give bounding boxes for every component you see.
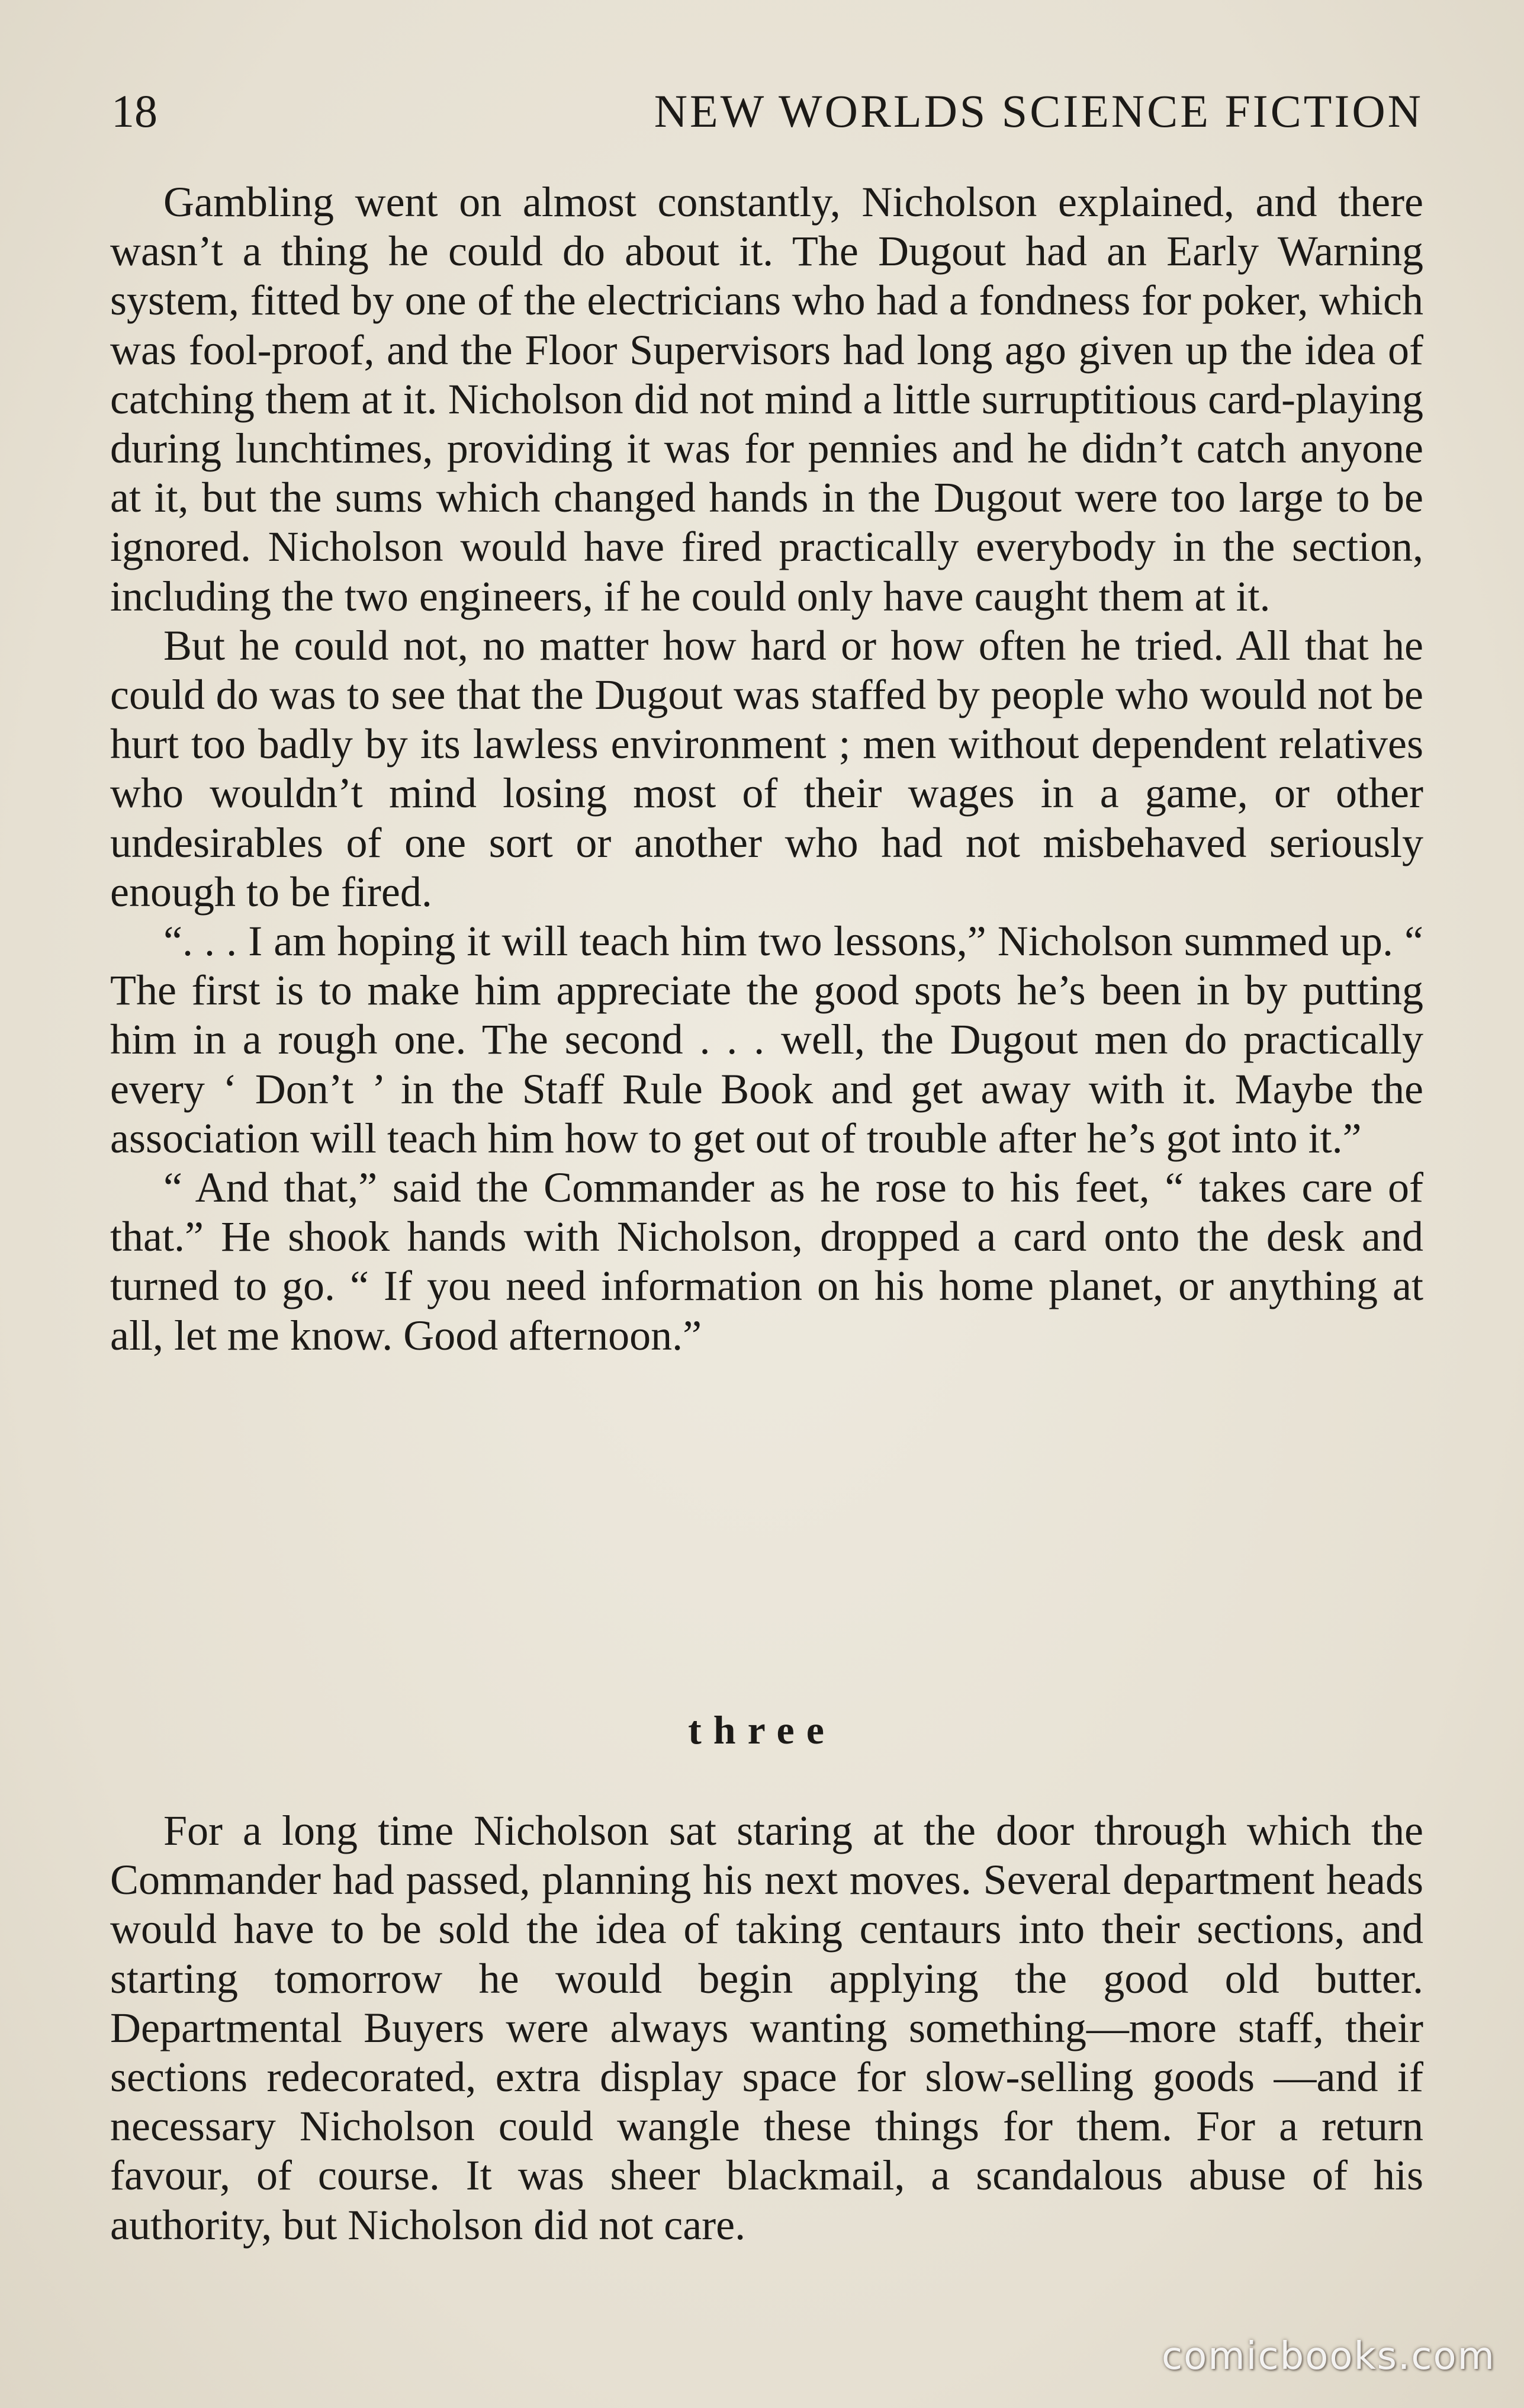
paragraph: For a long time Nicholson sat staring at the door through which the Commander had passed, planning his next moves. Several department heads would have to be sold the idea of taking centaurs into their sections, and starting tomorrow he would begin applying the good old butter. Departmental Buyers were always wanting something—more staff, their sections redecorated, extra display space for slow-selling goods —and if necessary Nicholson could wangle these things for them. For a return favour, of course. It was sheer blackmail, a scandalous abuse of his authority, but Nicholson did not care. [110, 1807, 1423, 2249]
paragraph: “ And that,” said the Commander as he rose to his feet, “ takes care of that.” He shook hands with Nicholson, dropped a card onto the desk and turned to go. “ If you need information on his home planet, or anything at all, let me know. Good afternoon.” [110, 1164, 1423, 1359]
paragraph: “. . . I am hoping it will teach him two lessons,” Nicholson summed up. “ The first is to make him appreciate the good spots he’s been in by putting him in a rough one. The second . . . well, the Dugout men do practically every ‘ Don’t ’ in the Staff Rule Book and get away with it. Maybe the association will teach him how to get out of trouble after he’s got into it.” [110, 917, 1423, 1162]
watermark: comicbooks.com [1161, 2335, 1496, 2378]
text-block-before-chapter [110, 178, 1423, 1360]
paragraph: But he could not, no matter how hard or how often he tried. All that he could do was to see that the Dugout was staffed by people who would not be hurt too badly by its lawless environment ; men without dependent relatives who wouldn’t mind losing most of their wages in a game, or other undesirables of one sort or another who had not misbehaved seriously enough to be fired. [110, 621, 1423, 916]
page-number: 18 [111, 85, 157, 137]
paragraph: Gambling went on almost constantly, Nicholson explained, and there wasn’t a thing he could do about it. The Dugout had an Early Warning system, fitted by one of the electricians who had a fondness for poker, which was fool-proof, and the Floor Supervisors had long ago given up the idea of catching them at it. Nicholson did not mind a little surruptitious card-playing during lunchtimes, providing it was for pennies and he didn’t catch anyone at it, but the sums which changed hands in the Dugout were too large to be ignored. Nicholson would have fired practically everybody in the section, including the two engineers, if he could only have caught them at it. [110, 178, 1423, 620]
running-head [111, 82, 1423, 141]
running-title: NEW WORLDS SCIENCE FICTION [654, 85, 1423, 137]
chapter-heading: three [688, 1707, 836, 1752]
text-block-after-chapter [110, 1806, 1423, 2250]
